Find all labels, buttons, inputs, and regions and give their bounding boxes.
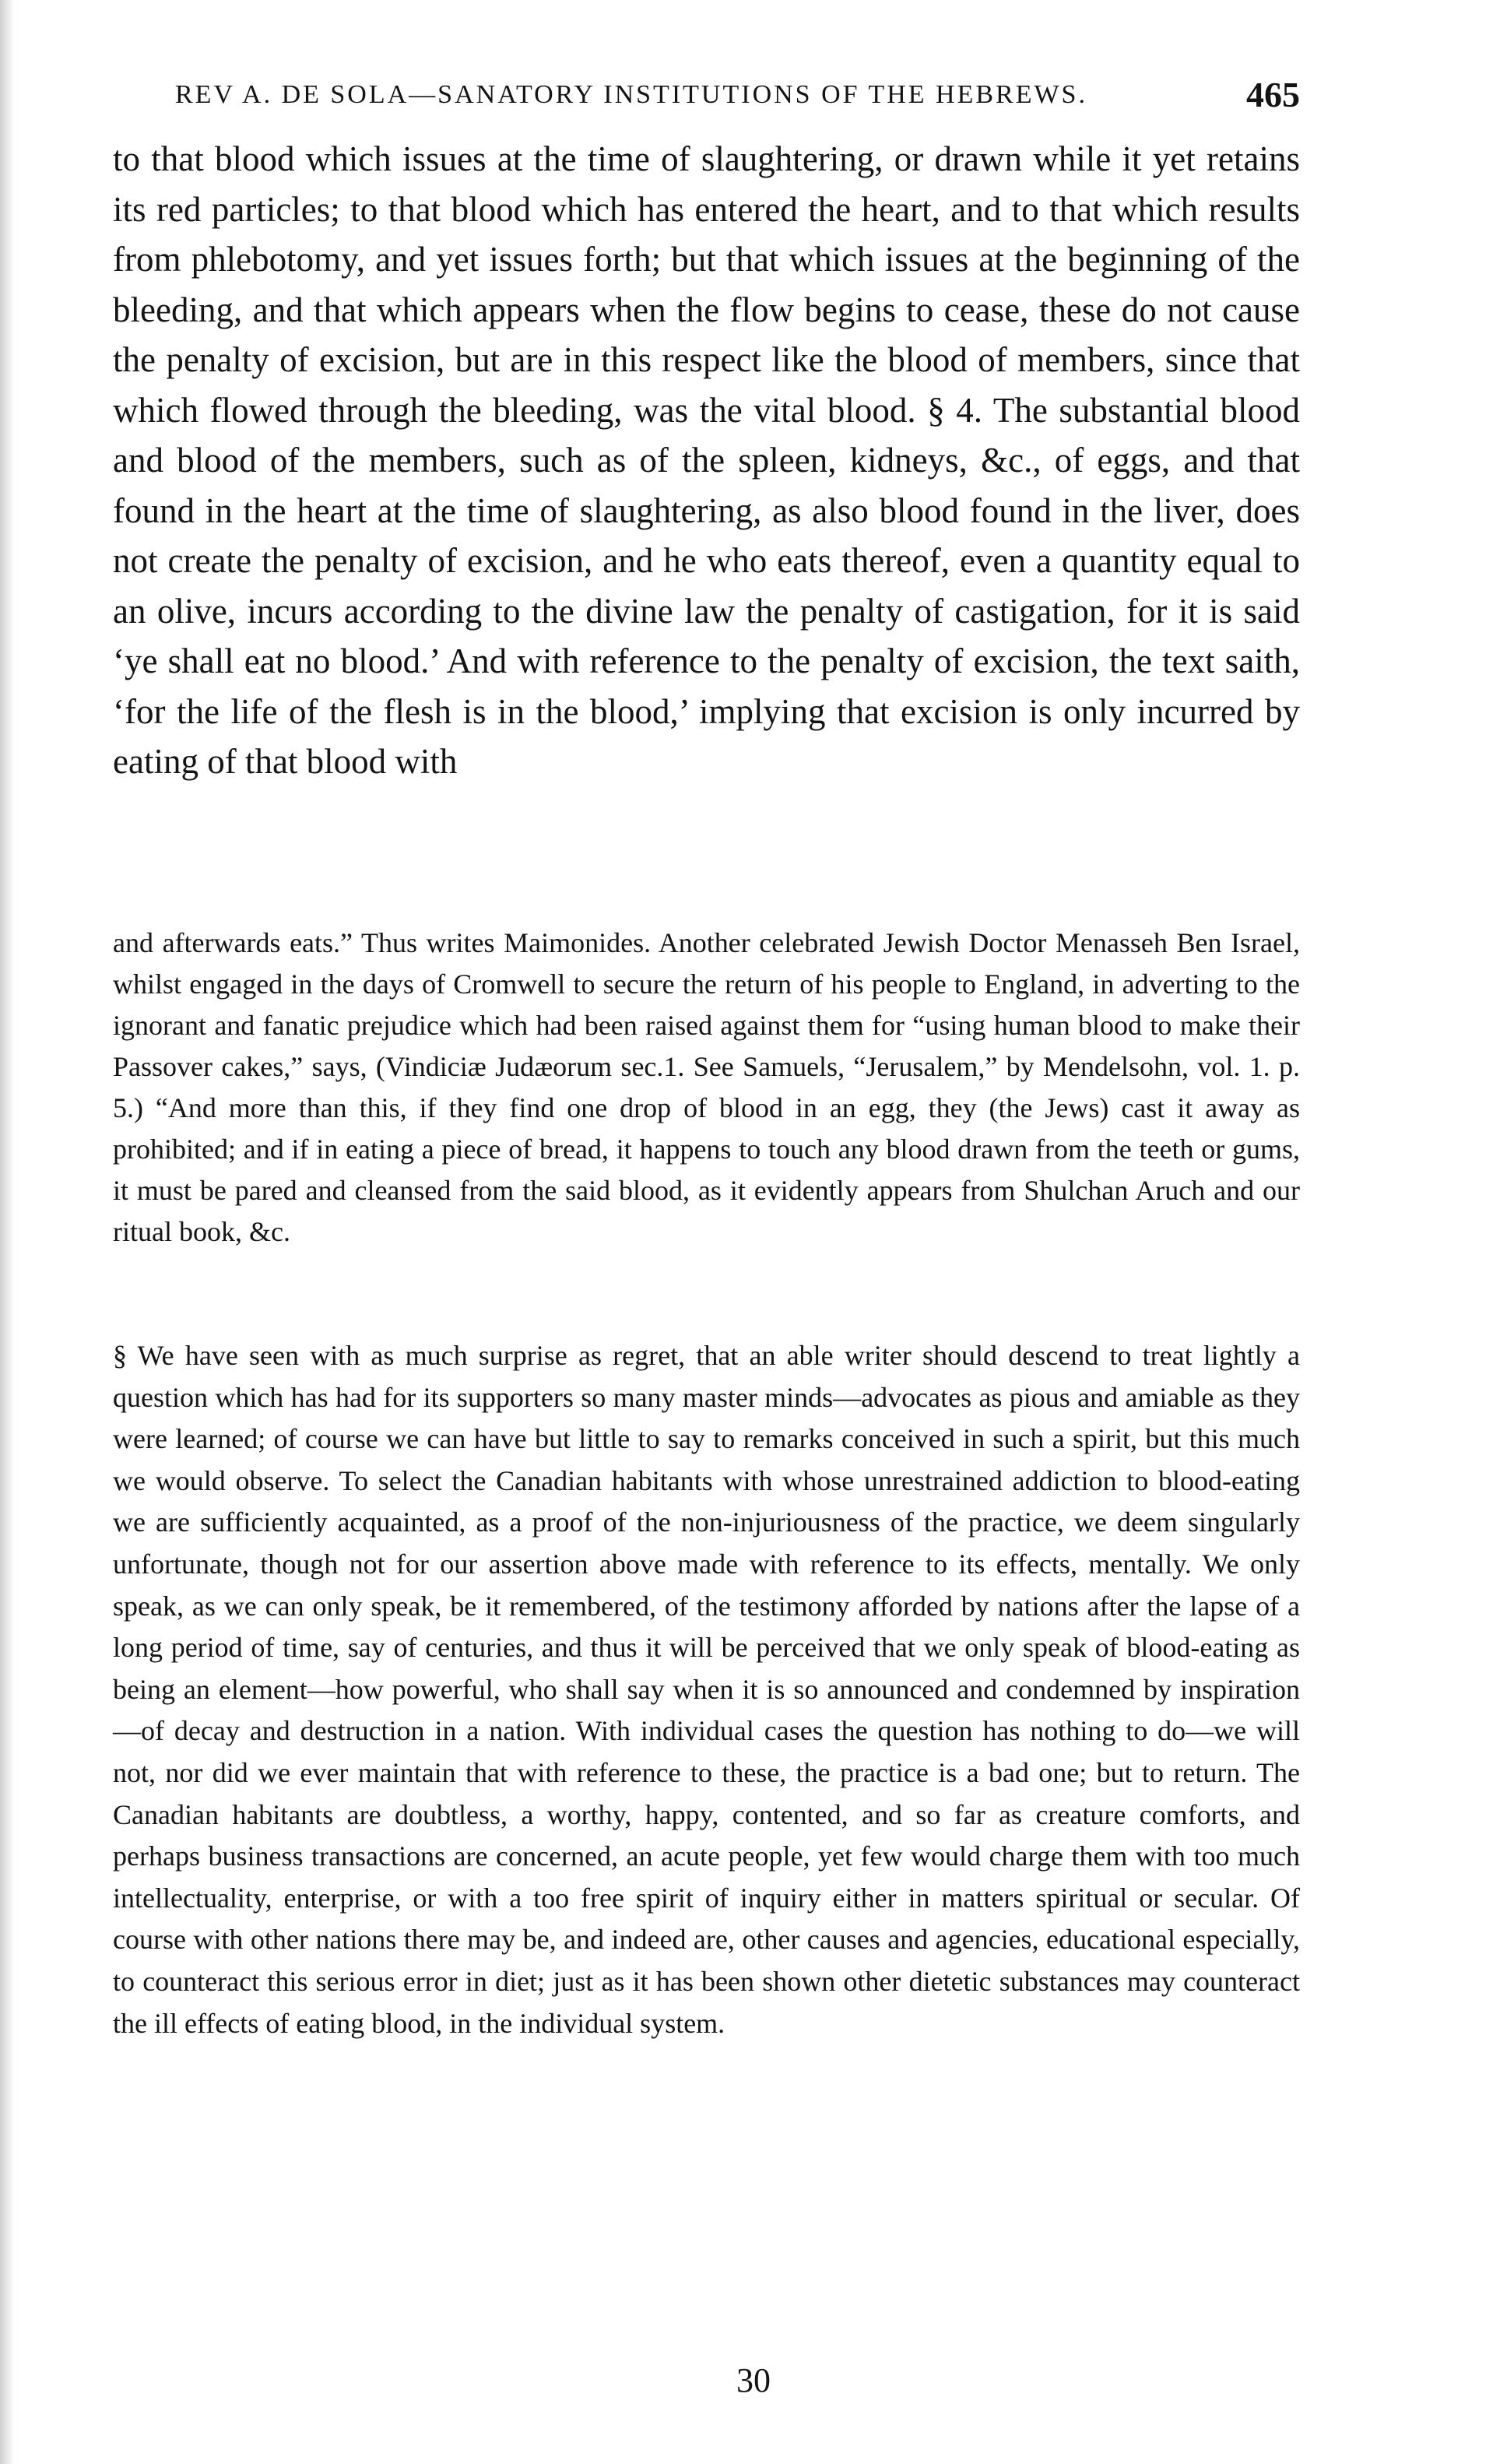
footnote-maimonides xyxy=(113,923,1300,1253)
footnote-paragraph: and afterwards eats.” Thus writes Maimonides. Another celebrated Jewish Doctor Menasseh Ben Israel, whilst engaged in the days of Cromwell to secure the return of his people to England, in adverting to the ignorant and fanatic prejudice which had been raised against them for “using human blood to make their Passover cakes,” says, (Vindiciæ Judæorum sec.1. See Samuels, “Jerusalem,” by Mendelsohn, vol. 1. p. 5.) “And more than this, if they find one drop of blood in an egg, they (the Jews) cast it away as prohibited; and if in eating a piece of bread, it happens to touch any blood drawn from the teeth or gums, it must be pared and cleansed from the said blood, as it evidently appears from Shulchan Aruch and our ritual book, &c. xyxy=(113,927,1300,1247)
page-number: 465 xyxy=(1246,75,1300,114)
signature-mark: 30 xyxy=(736,2361,771,2399)
footnote-paragraph: § We have seen with as much surprise as regret, that an able writer should descend to treat lightly a question which has had for its supporters so many master minds—advocates as pious and amiable as they were learned; of course we can have but little to say to remarks conceived in such a spirit, but this much we would observe. To select the Canadian habitants with whose unrestrained addiction to blood-eating we are sufficiently acquainted, as a proof of the non-injuriousness of the practice, we deem singularly unfortunate, though not for our assertion above made with reference to its effects, mentally. We only speak, as we can only speak, be it remembered, of the testimony afforded by nations after the lapse of a long period of time, say of centuries, and thus it will be perceived that we only speak of blood-eating as being an element—how powerful, who shall say when it is so announced and condemned by inspiration—of decay and destruction in a nation. With individual cases the question has nothing to do—we will not, nor did we ever maintain that with reference to these, the practice is a bad one; but to return. The Canadian habitants are doubtless, a worthy, happy, contented, and so far as creature comforts, and perhaps business transactions are concerned, an acute people, yet few would charge them with too much intellectuality, enterprise, or with a too free spirit of inquiry either in matters spiritual or secular. Of course with other nations there may be, and indeed are, other causes and agencies, educational especially, to counteract this serious error in diet; just as it has been shown other dietetic substances may counteract the ill effects of eating blood, in the individual system. xyxy=(113,1340,1300,2039)
running-header xyxy=(175,74,1300,121)
running-title: REV A. DE SOLA—SANATORY INSTITUTIONS OF THE HEBREWS. xyxy=(175,80,1087,109)
main-paragraph: to that blood which issues at the time of slaughtering, or drawn while it yet retains its red particles; to that blood which has entered the heart, and to that which results from phlebotomy, and yet issues forth; but that which issues at the beginning of the bleeding, and that which appears when the flow begins to cease, these do not cause the penalty of excision, but are in this respect like the blood of members, since that which flowed through the bleeding, was the vital blood. § 4. The substantial blood and blood of the members, such as of the spleen, kidneys, &c., of eggs, and that found in the heart at the time of slaughtering, as also blood found in the liver, does not create the penalty of excision, and he who eats thereof, even a quantity equal to an olive, incurs according to the divine law the penalty of castigation, for it is said ‘ye shall eat no blood.’ And with reference to the penalty of excision, the text saith, ‘for the life of the flesh is in the blood,’ implying that excision is only incurred by eating of that blood with xyxy=(113,139,1300,781)
footnote-canadian-habitants xyxy=(113,1335,1300,2044)
page-binding-edge xyxy=(0,0,14,2464)
main-text-block xyxy=(113,134,1300,787)
